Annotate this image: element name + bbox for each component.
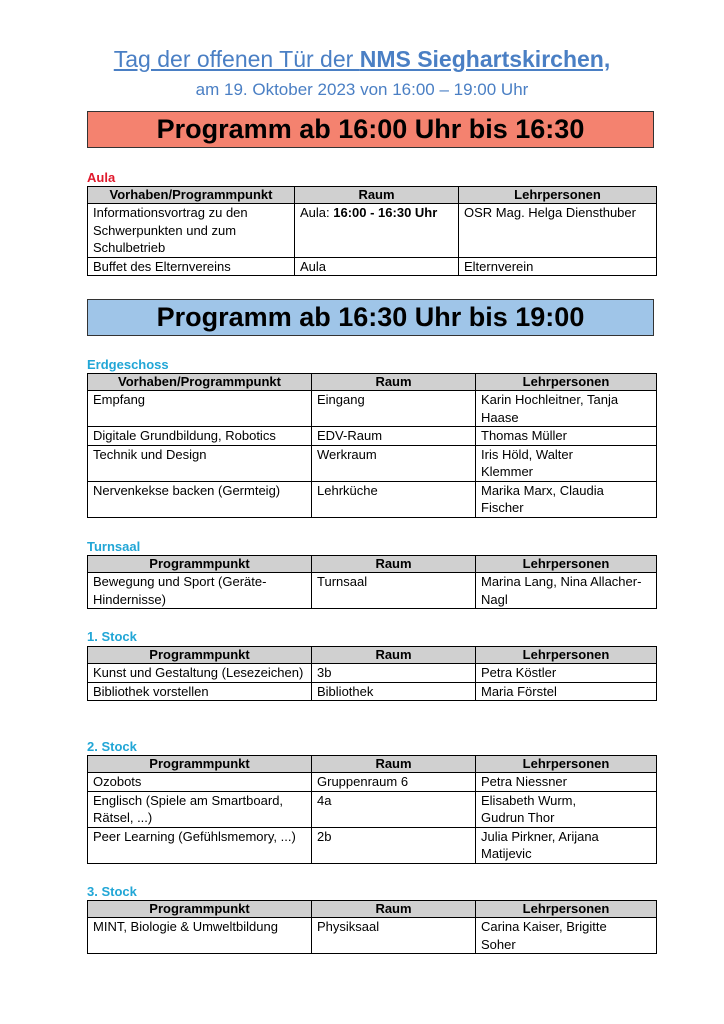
table-row <box>88 204 657 258</box>
table-cell: Gruppenraum 6 <box>312 773 476 792</box>
school-name: NMS Sieghartskirchen, <box>359 46 611 72</box>
table-cell: 2b <box>312 827 476 863</box>
column-header: Programmpunkt <box>88 756 312 773</box>
table-cell: Bewegung und Sport (Geräte-Hindernisse) <box>88 573 312 609</box>
column-header: Lehrpersonen <box>476 756 657 773</box>
column-header: Lehrpersonen <box>459 187 657 204</box>
table-cell: Carina Kaiser, Brigitte Soher <box>476 918 657 954</box>
table-row <box>88 827 657 863</box>
table-cell: 3b <box>312 664 476 683</box>
table-cell: Elternverein <box>459 257 657 276</box>
column-header: Raum <box>312 756 476 773</box>
table-row <box>88 791 657 827</box>
column-header: Lehrpersonen <box>476 374 657 391</box>
column-header: Raum <box>312 647 476 664</box>
table-cell: Empfang <box>88 391 312 427</box>
table-cell: Bibliothek <box>312 682 476 701</box>
table-cell: OSR Mag. Helga Diensthuber <box>459 204 657 258</box>
table-cell: Petra Niessner <box>476 773 657 792</box>
table-cell: Physiksaal <box>312 918 476 954</box>
column-header: Vorhaben/Programmpunkt <box>88 374 312 391</box>
table-row <box>88 427 657 446</box>
table-header-row <box>88 756 657 773</box>
aula-table <box>87 186 657 276</box>
table-cell: Werkraum <box>312 445 476 481</box>
table-header-row <box>88 556 657 573</box>
section-label-2-stock: 2. Stock <box>87 739 137 754</box>
table-cell: Technik und Design <box>88 445 312 481</box>
table-row <box>88 481 657 517</box>
room-time: 16:00 - 16:30 Uhr <box>333 205 438 220</box>
table-row <box>88 773 657 792</box>
table-row <box>88 445 657 481</box>
section-label-3-stock: 3. Stock <box>87 884 137 899</box>
table-header-row <box>88 187 657 204</box>
table-row <box>88 391 657 427</box>
table-cell: Informationsvortrag zu den Schwerpunkten und zum Schulbetrieb <box>88 204 295 258</box>
table-cell: Petra Köstler <box>476 664 657 683</box>
table-cell: Digitale Grundbildung, Robotics <box>88 427 312 446</box>
title-text: Tag der offenen Tür der <box>113 46 360 72</box>
table-cell: Nervenkekse backen (Germteig) <box>88 481 312 517</box>
table-cell: 4a <box>312 791 476 827</box>
stock-1-table <box>87 646 657 701</box>
table-row <box>88 664 657 683</box>
table-cell: Turnsaal <box>312 573 476 609</box>
table-row <box>88 573 657 609</box>
room-prefix: Aula: <box>300 205 334 220</box>
column-header: Programmpunkt <box>88 901 312 918</box>
section-label-1-stock: 1. Stock <box>87 629 137 644</box>
column-header: Programmpunkt <box>88 647 312 664</box>
table-cell: Englisch (Spiele am Smartboard, Rätsel, ...) <box>88 791 312 827</box>
table-cell: Buffet des Elternvereins <box>88 257 295 276</box>
column-header: Lehrpersonen <box>476 647 657 664</box>
table-cell: Aula <box>295 257 459 276</box>
erdgeschoss-table <box>87 373 657 518</box>
column-header: Vorhaben/Programmpunkt <box>88 187 295 204</box>
page-title <box>0 46 724 73</box>
table-row <box>88 682 657 701</box>
section-label-erdgeschoss: Erdgeschoss <box>87 357 169 372</box>
table-cell: Kunst und Gestaltung (Lesezeichen) <box>88 664 312 683</box>
table-cell: Iris Höld, Walter Klemmer <box>476 445 657 481</box>
column-header: Raum <box>312 374 476 391</box>
table-header-row <box>88 374 657 391</box>
table-cell <box>295 204 459 258</box>
program-banner-first: Programm ab 16:00 Uhr bis 16:30 <box>87 111 654 148</box>
column-header: Raum <box>312 901 476 918</box>
stock-2-table <box>87 755 657 864</box>
section-label-turnsaal: Turnsaal <box>87 539 141 554</box>
column-header: Lehrpersonen <box>476 556 657 573</box>
program-banner-second: Programm ab 16:30 Uhr bis 19:00 <box>87 299 654 336</box>
table-row <box>88 257 657 276</box>
column-header: Raum <box>295 187 459 204</box>
table-cell: Julia Pirkner, Arijana Matijevic <box>476 827 657 863</box>
table-cell: Elisabeth Wurm, Gudrun Thor <box>476 791 657 827</box>
table-cell: Eingang <box>312 391 476 427</box>
turnsaal-table <box>87 555 657 609</box>
page-subtitle: am 19. Oktober 2023 von 16:00 – 19:00 Uhr <box>195 80 529 99</box>
table-cell: Karin Hochleitner, Tanja Haase <box>476 391 657 427</box>
table-cell: MINT, Biologie & Umweltbildung <box>88 918 312 954</box>
table-cell: Ozobots <box>88 773 312 792</box>
table-header-row <box>88 901 657 918</box>
table-cell: Peer Learning (Gefühlsmemory, ...) <box>88 827 312 863</box>
table-cell: EDV-Raum <box>312 427 476 446</box>
table-cell: Marika Marx, Claudia Fischer <box>476 481 657 517</box>
table-cell: Thomas Müller <box>476 427 657 446</box>
column-header: Programmpunkt <box>88 556 312 573</box>
table-row <box>88 918 657 954</box>
table-cell: Maria Förstel <box>476 682 657 701</box>
table-header-row <box>88 647 657 664</box>
stock-3-table <box>87 900 657 954</box>
column-header: Lehrpersonen <box>476 901 657 918</box>
section-label-aula: Aula <box>87 170 116 185</box>
column-header: Raum <box>312 556 476 573</box>
table-cell: Lehrküche <box>312 481 476 517</box>
table-cell: Marina Lang, Nina Allacher-Nagl <box>476 573 657 609</box>
table-cell: Bibliothek vorstellen <box>88 682 312 701</box>
